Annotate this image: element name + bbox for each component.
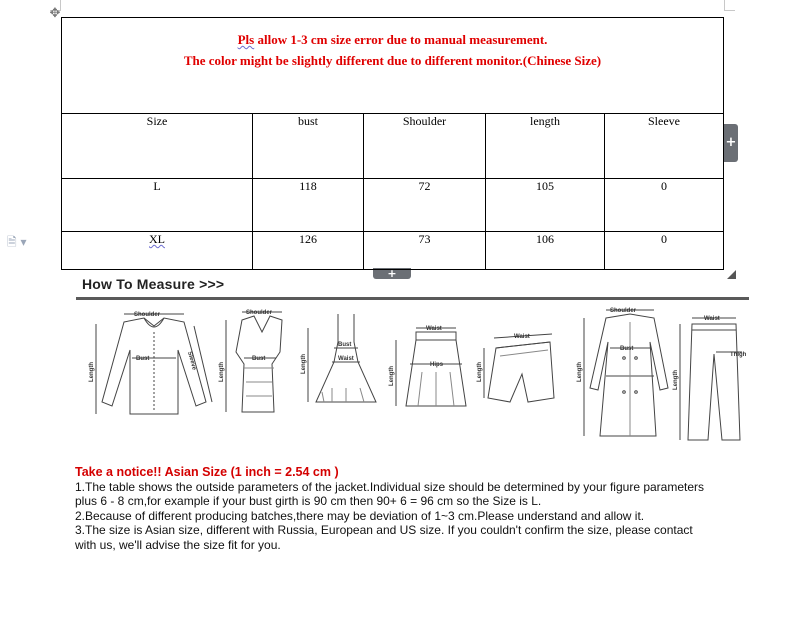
label-waist: Waist — [704, 316, 720, 322]
label-length: Length — [577, 362, 583, 382]
header-length: length — [486, 114, 605, 179]
label-waist: Waist — [514, 334, 530, 340]
add-column-button[interactable]: + — [724, 124, 738, 162]
header-bust: bust — [253, 114, 364, 179]
trousers-sketch — [680, 318, 742, 440]
add-row-button[interactable]: + — [373, 268, 411, 279]
label-shoulder: Shoulder — [610, 308, 637, 314]
note-line-3: 3.The size is Asian size, different with Russia, European and US size. If you couldn't confirm the size, please contact with us, we'll advise the size fit for you. — [75, 523, 693, 552]
note-line-1: 1.The table shows the outside parameters of the jacket.Individual size should be determined by your figure parameters plus 6 - 8 cm,for example if your bust girth is 90 cm then 90+ 6 = 96 cm so the Size is L. — [75, 479, 705, 508]
move-icon[interactable]: ✥ — [49, 6, 61, 21]
notice-line-1: Pls allow 1-3 cm size error due to manual measurement. — [237, 32, 548, 47]
notice-cell — [62, 18, 724, 114]
cell-shoulder: 73 — [364, 232, 486, 270]
label-length: Length — [89, 362, 95, 382]
label-length: Length — [219, 362, 225, 382]
table-row — [62, 232, 724, 270]
cell-length: 105 — [486, 179, 605, 232]
label-length: Length — [301, 354, 307, 374]
label-bust: Bust — [136, 356, 150, 362]
header-sleeve: Sleeve — [605, 114, 724, 179]
label-shoulder: Shoulder — [134, 312, 161, 318]
shorts-sketch — [484, 334, 554, 402]
how-to-measure-title: How To Measure >>> — [82, 276, 225, 292]
notes-heading: Take a notice!! Asian Size (1 inch = 2.54 cm ) — [75, 465, 339, 479]
label-waist: Waist — [426, 326, 442, 332]
crop-mark-top-right — [724, 0, 735, 11]
header-shoulder: Shoulder — [364, 114, 486, 179]
table-row — [62, 179, 724, 232]
resize-handle-icon[interactable] — [727, 270, 736, 279]
label-length: Length — [477, 362, 483, 382]
sleeveless-top-sketch — [226, 312, 282, 412]
label-bust: Bust — [252, 356, 266, 362]
label-bust: Bust — [338, 342, 352, 348]
label-sleeve: Sleeve — [186, 350, 197, 371]
header-size: Size — [62, 114, 253, 179]
cell-length: 106 — [486, 232, 605, 270]
size-table — [61, 17, 724, 270]
label-waist: Waist — [338, 356, 354, 362]
cell-size: XL — [62, 232, 253, 270]
label-hips: Hips — [430, 362, 444, 368]
cell-sleeve: 0 — [605, 232, 724, 270]
document-icon[interactable]: 🗎 ▾ — [7, 235, 27, 249]
label-bust: Bust — [620, 346, 634, 352]
cell-bust: 118 — [253, 179, 364, 232]
table-header-row — [62, 114, 724, 179]
label-thigh: Thigh — [730, 352, 747, 358]
label-length: Length — [673, 370, 679, 390]
label-length: Length — [389, 366, 395, 386]
measurement-illustrations — [76, 302, 749, 452]
label-shoulder: Shoulder — [246, 310, 273, 316]
title-divider — [76, 297, 749, 300]
cell-size: L — [62, 179, 253, 232]
coat-sketch — [584, 310, 668, 436]
cell-bust: 126 — [253, 232, 364, 270]
cell-sleeve: 0 — [605, 179, 724, 232]
notice-line-2: The color might be slightly different due to different monitor.(Chinese Size) — [183, 53, 602, 68]
size-notes — [75, 465, 715, 552]
cell-shoulder: 72 — [364, 179, 486, 232]
note-line-2: 2.Because of different producing batches,there may be deviation of 1~3 cm.Please understand and allow it. — [75, 508, 645, 523]
